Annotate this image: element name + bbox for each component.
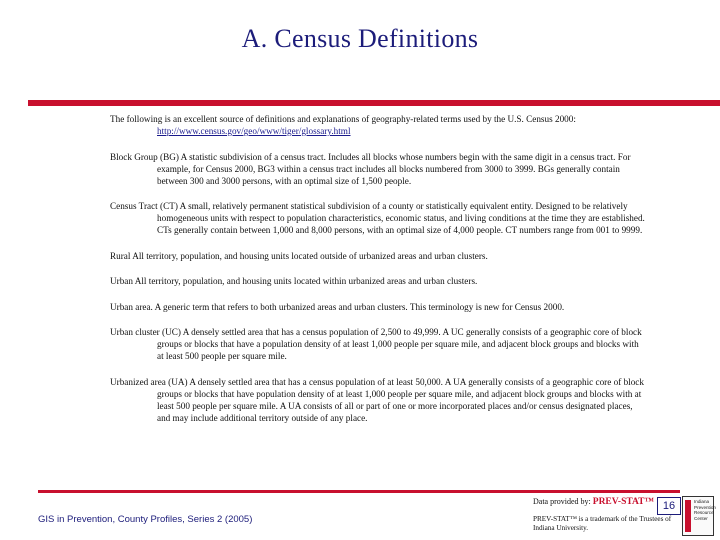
glossary-link[interactable]: http://www.census.gov/geo/www/tiger/glossary.html [157, 126, 351, 136]
trademark-note: PREV-STAT™ is a trademark of the Trustees of Indiana University. [533, 515, 672, 532]
page-number: 16 [657, 497, 681, 515]
iprc-logo [682, 496, 714, 536]
slide-title: A. Census Definitions [241, 24, 479, 53]
definitions-block [110, 113, 645, 437]
footer-divider [38, 490, 680, 493]
definition-urban: Urban All territory, population, and housing units located within urbanized areas and urban clusters. [110, 276, 478, 286]
logo-bar-icon [685, 500, 691, 532]
definition-rural: Rural All territory, population, and housing units located outside of urbanized areas and urban clusters. [110, 250, 488, 261]
logo-text: Indiana Prevention Resource Center [694, 499, 716, 521]
credit-prefix: Data provided by: [533, 497, 591, 506]
definition-urbanized-area: Urbanized area (UA) A densely settled area that has a census population of at least 50,000. A UA generally consists of a geographic core of block groups or blocks that have population density of at least 1,000 people per square mile, and adjacent block groups and blocks with at least 500 people per square mile. A UA consists of all or part of one or more incorporated places and/or census designated places, and may include additional territory outside of any place. [110, 376, 644, 423]
definition-urban-cluster: Urban cluster (UC) A densely settled area that has a census population of 2,500 to 49,999. A UC generally consists of a geographic core of block groups or blocks that have a population density of at least 1,000 people per square mile, and adjacent block groups and blocks with at least 500 people per square mile. [110, 327, 642, 361]
definition-urban-area: Urban area. A generic term that refers to both urbanized areas and urban clusters. This terminology is new for Census 2000. [110, 301, 565, 312]
definition-census-tract: Census Tract (CT) A small, relatively permanent statistical subdivision of a county or statistically equivalent entity. Designed to be relatively homogeneous units with respect to population characteristics, economic status, and living conditions at the time they are established. CTs generally contain between 1,000 and 8,000 persons, with an optimal size of 4,000 people. CT numbers range from 001 to 9999. [110, 201, 645, 235]
intro-paragraph [110, 113, 645, 137]
title-divider [28, 100, 720, 106]
definition-block-group: Block Group (BG) A statistic subdivision of a census tract. Includes all blocks whose numbers begin with the same digit in a census tract. For example, for Census 2000, BG3 within a census tract includes all blocks numbered from 3000 to 3999. BGs generally contain between 300 and 3000 persons, with an optimal size of 1,500 people. [110, 151, 631, 186]
intro-text: The following is an excellent source of definitions and explanations of geography-related terms used by the U.S. Census 2000: [110, 114, 576, 124]
footer-series-label: GIS in Prevention, County Profiles, Series 2 (2005) [38, 514, 253, 525]
credit-brand: PREV-STAT™ [592, 497, 654, 507]
